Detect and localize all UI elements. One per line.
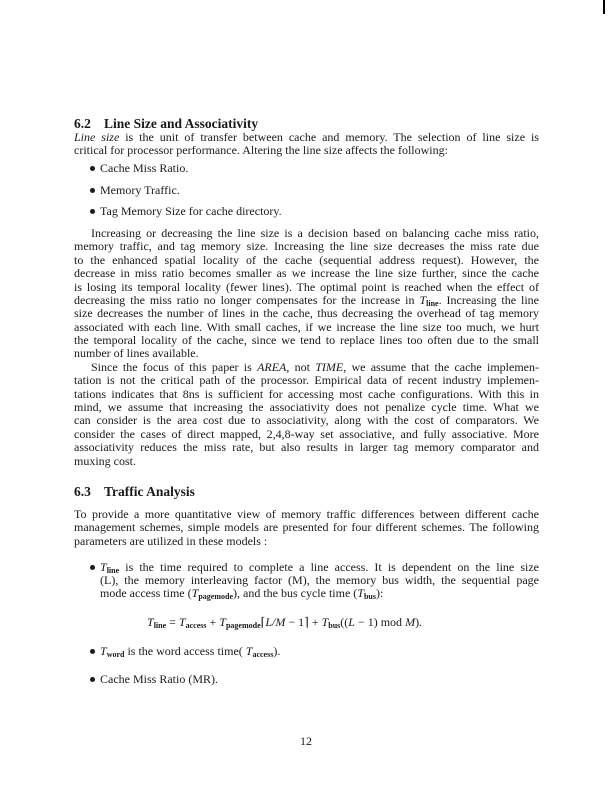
- text-run: ):: [376, 586, 384, 601]
- italic-text: T: [357, 586, 364, 601]
- paragraph: [74, 131, 539, 158]
- text-run: critical for processor performance. Altering the line size affects the following:: [74, 143, 448, 158]
- text-run: mode access time (: [100, 586, 192, 601]
- bullet-icon: [90, 166, 95, 171]
- text-line: [74, 347, 539, 360]
- text-line: [74, 144, 539, 157]
- text-line: [74, 254, 539, 267]
- text-run: number of lines available.: [74, 346, 199, 361]
- text-run: parameters are utilized in these models :: [74, 533, 268, 548]
- text-line: [74, 361, 539, 374]
- text-line: [74, 294, 539, 307]
- section-heading: [74, 485, 539, 499]
- text-run: muxing cost.: [74, 453, 136, 468]
- text-run: to the enhanced spatial locality of the cache (sequential address request). However, the: [74, 252, 539, 267]
- italic-text: T: [178, 615, 186, 630]
- text-run: , we assume that the cache implemen-: [343, 359, 539, 374]
- text-line: [100, 162, 539, 175]
- text-line: [74, 131, 539, 144]
- subscript: line: [106, 565, 120, 575]
- bullet-item: [74, 673, 539, 686]
- section-number: 6.2: [74, 116, 91, 131]
- scan-mark: [603, 0, 605, 14]
- text-run: Tag Memory Size for cache directory.: [100, 204, 282, 219]
- page-number: 12: [300, 734, 312, 748]
- text-run: To provide a more quantitative view of memory traffic differences between different cache: [74, 506, 539, 521]
- text-line: [74, 401, 539, 414]
- italic-text: T: [245, 644, 253, 659]
- text-run: size decreases the number of lines in the cache, thus decreasing the overhead of tag memory: [74, 306, 539, 321]
- text-run: Cache Miss Ratio (MR).: [100, 672, 218, 687]
- text-line: [100, 205, 539, 218]
- subscript: pagemode: [198, 592, 233, 602]
- text-run: can consider is the area cost due to associativity, along with the cost of comparators. We: [74, 413, 539, 428]
- text-line: [74, 281, 539, 294]
- text-run: tation is not the critical path of the processor. Empirical data of recent industry implemen-: [74, 373, 539, 388]
- italic-text: AREA: [257, 359, 287, 374]
- paragraph: [74, 508, 539, 548]
- text-run: . Increasing the line: [438, 292, 539, 307]
- text-run: decrease in miss ratio becomes smaller as we increase the line size further, since the cache: [74, 266, 539, 281]
- text-line: [100, 184, 539, 197]
- text-run: ((: [340, 615, 349, 630]
- text-line: [74, 455, 539, 468]
- text-run: tations indicates that 8ns is sufficient for accessing most cache configurations. With this in: [74, 386, 539, 401]
- text-run: is losing its temporal locality (fewer lines). The optimal point is reached when the effect of: [74, 279, 539, 294]
- text-line: [100, 587, 539, 600]
- text-line: [74, 307, 539, 320]
- text-run: (L), the memory interleaving factor (M), the memory bus width, the sequential page: [100, 572, 539, 587]
- italic-text: M: [405, 615, 416, 630]
- text-run: ), and the bus cycle time (: [233, 586, 358, 601]
- equation: [74, 616, 539, 629]
- subscript: bus: [363, 592, 376, 602]
- text-run: ⌈: [260, 615, 266, 630]
- bullet-item: [74, 184, 539, 197]
- text-run: ).: [415, 615, 423, 630]
- bullet-item: [74, 162, 539, 175]
- bullet-icon: [90, 188, 95, 193]
- text-run: − 1) mod: [354, 615, 406, 630]
- text-run: memory traffic, and tag memory size. Increasing the line size decreases the miss rate due: [74, 239, 539, 254]
- text-run: − 1⌉ +: [285, 615, 322, 630]
- paragraph: [74, 227, 539, 361]
- text-run: +: [206, 615, 220, 630]
- subscript: access: [185, 621, 207, 631]
- italic-text: T: [191, 586, 199, 601]
- text-run: associativity reduces the miss rate, but also results in larger tag memory comparator and: [74, 440, 539, 455]
- subscript: bus: [328, 621, 341, 631]
- text-line: [74, 388, 539, 401]
- text-line: [74, 441, 539, 454]
- italic-text: TIME: [315, 359, 344, 374]
- text-line: [74, 374, 539, 387]
- text-line: [74, 334, 539, 347]
- text-run: is the unit of transfer between cache and memory. The selection of line size is: [119, 130, 539, 144]
- bullet-icon: [90, 649, 95, 654]
- subscript: word: [106, 650, 125, 660]
- text-line: [74, 521, 539, 534]
- bullet-item: [74, 561, 539, 601]
- italic-text: Line size: [74, 130, 120, 144]
- text-line: [74, 227, 539, 240]
- text-run: Since the focus of this paper is: [91, 359, 258, 374]
- document-body: [74, 117, 539, 687]
- subscript: access: [252, 650, 274, 660]
- text-line: [74, 321, 539, 334]
- italic-text: T: [100, 644, 107, 659]
- section-title: Traffic Analysis: [104, 484, 195, 500]
- bullet-icon: [90, 209, 95, 214]
- text-run: the temporal locality of the cache, since we tend to replace lines too often due to the small: [74, 333, 539, 348]
- text-run: =: [166, 615, 179, 630]
- subscript: line: [153, 621, 167, 631]
- italic-text: L: [348, 615, 355, 630]
- italic-text: T: [219, 615, 226, 630]
- section-title: Line Size and Associativity: [104, 116, 259, 131]
- italic-text: L/M: [265, 615, 286, 630]
- bullet-item: [74, 205, 539, 218]
- text-line: [100, 673, 539, 686]
- text-run: associated with each line. With small caches, if we increase the line size too much, we hurt: [74, 319, 539, 334]
- text-line: [147, 616, 539, 629]
- text-line: [74, 240, 539, 253]
- text-run: Cache Miss Ratio.: [100, 161, 189, 176]
- text-line: [74, 508, 539, 521]
- text-line: [100, 574, 539, 587]
- text-line: [74, 267, 539, 280]
- italic-text: T: [419, 292, 427, 307]
- text-run: is the time required to complete a line access. It is dependent on the line size: [119, 559, 539, 574]
- bullet-icon: [90, 565, 95, 570]
- text-run: ).: [273, 644, 281, 659]
- bullet-item: [74, 645, 539, 658]
- text-run: decreasing the miss ratio no longer compensates for the increase in: [74, 292, 420, 307]
- section-heading: [74, 117, 539, 131]
- text-run: , not: [286, 359, 316, 374]
- section-number: 6.3: [74, 484, 91, 500]
- italic-text: T: [321, 615, 329, 630]
- bullet-icon: [90, 677, 95, 682]
- subscript: line: [426, 298, 439, 308]
- text-run: is the word access time(: [124, 644, 246, 659]
- text-run: consider the cases of direct mapped, 2,4,8-way set associative, and fully associative. More: [74, 426, 539, 441]
- text-run: mind, we assume that increasing the associativity does not penalize cycle time. What we: [74, 400, 539, 415]
- subscript: pagemode: [225, 621, 261, 631]
- italic-text: T: [147, 615, 154, 630]
- paragraph: [74, 361, 539, 468]
- text-run: Memory Traffic.: [100, 182, 180, 197]
- text-run: management schemes, simple models are presented for four different schemes. The following: [74, 520, 539, 535]
- text-line: [100, 561, 539, 574]
- text-run: Increasing or decreasing the line size is a decision based on balancing cache miss ratio,: [91, 225, 539, 240]
- text-line: [74, 535, 539, 548]
- text-line: [100, 645, 539, 658]
- text-line: [74, 428, 539, 441]
- text-line: [74, 414, 539, 427]
- italic-text: T: [100, 559, 107, 574]
